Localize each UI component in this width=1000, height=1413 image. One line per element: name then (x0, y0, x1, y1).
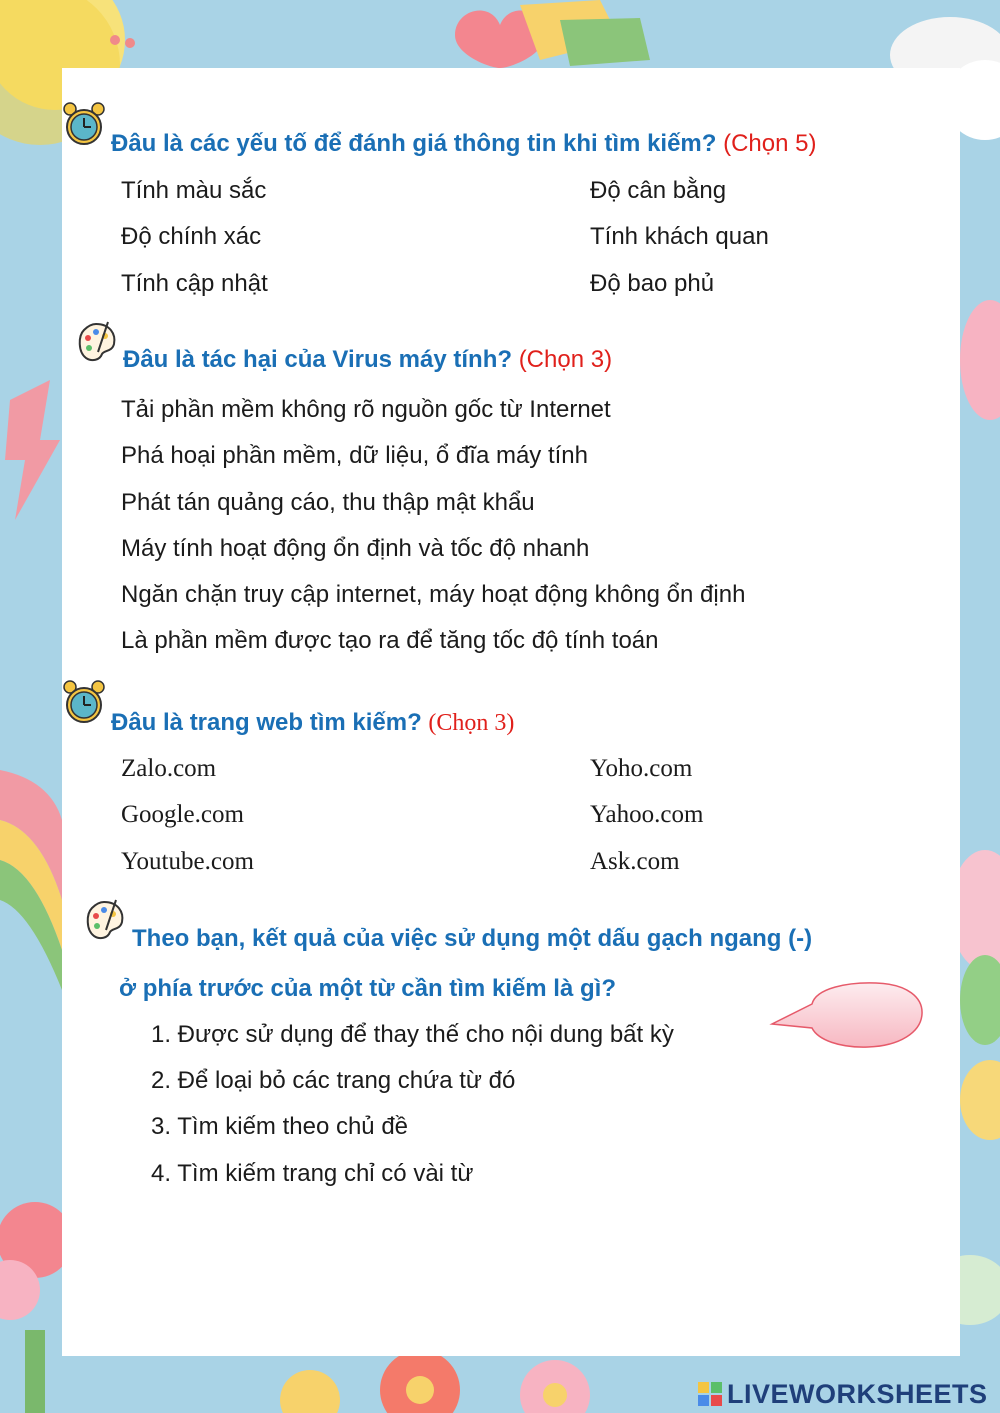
q3-option-3[interactable]: Google.com (121, 801, 244, 828)
liveworksheets-logo-text: LIVEWORKSHEETS (727, 1379, 988, 1409)
question-2-text: Đâu là tác hại của Virus máy tính? (123, 346, 513, 373)
q2-option-2[interactable]: Phá hoại phần mềm, dữ liệu, ổ đĩa máy tính (121, 442, 589, 469)
answer-speech-bubble[interactable] (768, 980, 926, 1052)
q2-option-6[interactable]: Là phần mềm được tạo ra để tăng tốc độ tính toán (121, 627, 659, 654)
q2-option-4[interactable]: Máy tính hoạt động ổn định và tốc độ nhanh (121, 535, 590, 562)
q1-option-2[interactable]: Độ cân bằng (590, 177, 727, 204)
question-4-title-line-2: ở phía trước của một từ cần tìm kiếm là gì? (119, 975, 616, 1002)
q4-option-1[interactable]: 1. Được sử dụng để thay thế cho nội dung bất kỳ (151, 1021, 674, 1048)
paint-palette-icon (82, 896, 126, 942)
q4-option-3[interactable]: 3. Tìm kiếm theo chủ đề (151, 1113, 409, 1140)
question-1-title (111, 130, 816, 158)
q2-option-3[interactable]: Phát tán quảng cáo, thu thập mật khẩu (121, 489, 535, 516)
alarm-clock-icon (60, 678, 108, 726)
q4-option-2[interactable]: 2. Để loại bỏ các trang chứa từ đó (151, 1067, 516, 1094)
q2-option-1[interactable]: Tải phần mềm không rõ nguồn gốc từ Internet (121, 396, 611, 423)
question-2-hint: (Chọn 3) (518, 346, 613, 373)
q3-option-2[interactable]: Yoho.com (590, 755, 693, 782)
q1-option-5[interactable]: Tính cập nhật (121, 270, 268, 297)
q1-option-4[interactable]: Tính khách quan (590, 223, 769, 250)
question-2-title (123, 346, 612, 374)
question-3-title (111, 709, 514, 737)
question-1-text: Đâu là các yếu tố để đánh giá thông tin khi tìm kiếm? (111, 130, 717, 157)
paint-palette-icon (74, 318, 118, 364)
liveworksheets-logo-icon (697, 1381, 723, 1407)
q4-option-4[interactable]: 4. Tìm kiếm trang chỉ có vài từ (151, 1160, 474, 1187)
question-4-title-line-1: Theo bạn, kết quả của việc sử dụng một dấu gạch ngang (-) (132, 925, 813, 952)
q1-option-1[interactable]: Tính màu sắc (121, 177, 267, 204)
q1-option-6[interactable]: Độ bao phủ (590, 270, 715, 297)
question-1-hint: (Chọn 5) (723, 130, 817, 157)
q2-option-5[interactable]: Ngăn chặn truy cập internet, máy hoạt động không ổn định (121, 581, 746, 608)
question-3-hint: (Chọn 3) (428, 710, 515, 736)
q3-option-5[interactable]: Youtube.com (121, 848, 254, 875)
question-3-text: Đâu là trang web tìm kiếm? (111, 709, 422, 736)
q3-option-4[interactable]: Yahoo.com (590, 801, 704, 828)
alarm-clock-icon (60, 100, 108, 148)
q3-option-6[interactable]: Ask.com (590, 848, 680, 875)
q1-option-3[interactable]: Độ chính xác (121, 223, 262, 250)
q3-option-1[interactable]: Zalo.com (121, 755, 217, 782)
